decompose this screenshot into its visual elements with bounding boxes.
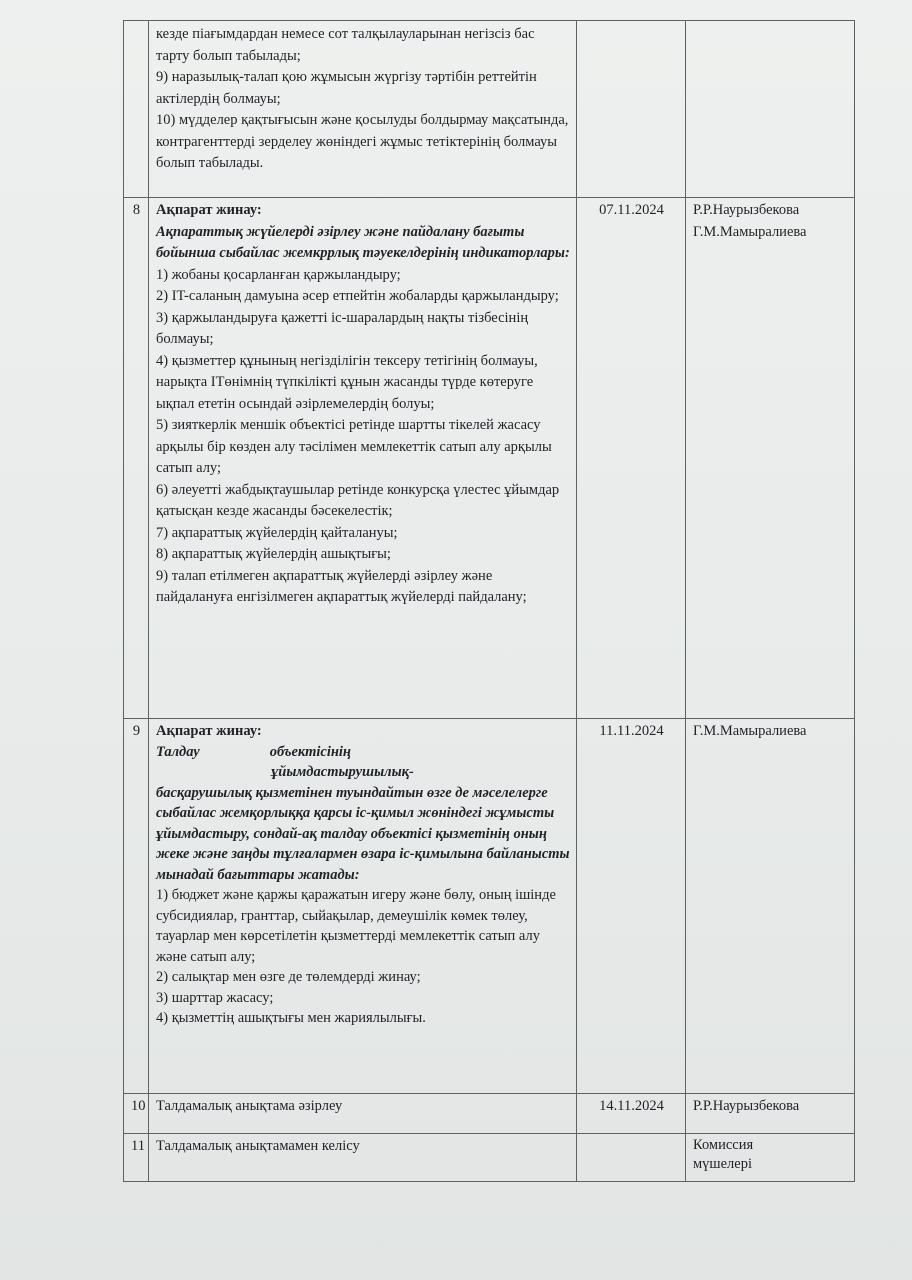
activity-line: 9) наразылық-талап қою жұмысын жүргізу тәртібін реттейтін актілердің болмауы; — [156, 69, 537, 107]
section-heading: Ақпарат жинау: — [156, 723, 262, 739]
activity-line: 1) бюджет және қаржы қаражатын игеру және бөлу, оның ішінде субсидиялар, гранттар, сыйақылар, демеушілік көмек төлеу, тауарлар мен көрсетілетін қызметтерді мемлекеттік сатып алу және сатып алу; — [156, 887, 556, 965]
activity-line: 3) шарттар жасасу; — [156, 989, 274, 1006]
date-cell: 11.11.2024 — [577, 719, 686, 1094]
activity-line: 9) талап етілмеген ақпараттық жүйелерді әзірлеу және пайдалануға енгізілмеген ақпараттық жүйелерді пайдалану; — [156, 567, 527, 605]
row-number-cell: 11 — [124, 1134, 149, 1182]
section-subheading — [156, 742, 570, 763]
row-number-cell: 10 — [124, 1094, 149, 1134]
activity-cell: Талдамалық анықтамамен келісу — [149, 1134, 577, 1182]
section-subheading: басқарушылық қызметінен туындайтын өзге де мәселелерге сыбайлас жемқорлыққа қарсы іс-қимыл жөніндегі жұмысты ұйымдастыру, сондай-ақ талдау объектісі қызметінің оның жеке және заңды тұлғалармен өзара іс-қимылына байланысты мынадай бағыттары жатады: — [156, 784, 570, 883]
table-row — [124, 198, 855, 719]
activity-line: кезде піағымдардан немесе сот талқылауларынан негізсіз бас тарту болып табылады; — [156, 26, 535, 64]
responsible-cell — [686, 198, 855, 719]
responsible-person: Комиссия — [693, 1137, 754, 1153]
work-plan-table — [123, 20, 855, 1182]
date-cell — [577, 1134, 686, 1182]
section-heading: Ақпарат жинау: — [156, 202, 262, 218]
section-subheading: Ақпараттық жүйелерді әзірлеу және пайдалану бағыты бойынша сыбайлас жемкррлық тәуекелдерінің индикаторлары: — [156, 223, 570, 261]
activity-line: 6) әлеуетті жабдықтаушылар ретінде конкурсқа үлестес ұйымдар қатысқан кезде жасанды бәсекелестік; — [156, 481, 560, 519]
responsible-person: мүшелері — [693, 1156, 752, 1172]
date-cell: 07.11.2024 — [577, 198, 686, 719]
table-row — [124, 21, 855, 198]
table-row — [124, 1094, 855, 1134]
table-row — [124, 719, 855, 1094]
responsible-cell — [686, 21, 855, 198]
activity-line: 4) қызметтер құнының негізділігін тексеру тетігінің болмауы, нарықта ITөнімнің түпкілікті құнын жасанды түрде көтеруге ықпал ететін осындай әзірлемелердің болуы; — [156, 352, 538, 412]
date-cell — [577, 21, 686, 198]
activity-line: 4) қызметтің ашықтығы мен жариялылығы. — [156, 1010, 426, 1026]
subheading-word: объектісінің — [269, 743, 351, 760]
responsible-cell — [686, 719, 855, 1094]
section-subheading: ұйымдастырушылық- — [271, 764, 414, 780]
activity-line: 8) ақпараттық жүйелердің ашықтығы; — [156, 546, 391, 562]
activity-line: 3) қаржыландыруға қажетті іс-шаралардың нақты тізбесінің болмауы; — [156, 309, 529, 347]
activity-line: 10) мүдделер қақтығысын және қосылуды болдырмау мақсатында, контрагенттерді зерделеу жөніндегі жұмыс тетіктерінің болмауы болып табылады. — [156, 112, 569, 171]
activity-cell: Талдамалық анықтама әзірлеу — [149, 1094, 577, 1134]
activity-line: 2) салықтар мен өзге де төлемдерді жинау; — [156, 969, 421, 985]
activity-line: 7) ақпараттық жүйелердің қайталануы; — [156, 524, 398, 541]
responsible-person: Г.М.Мамыралиева — [693, 723, 807, 739]
row-number-cell: 9 — [124, 719, 149, 1094]
responsible-cell — [686, 1134, 855, 1182]
activity-line: 2) IT-саланың дамуына әсер етпейтін жобаларды қаржыландыру; — [156, 288, 559, 304]
responsible-person: Р.Р.Наурызбекова — [693, 1098, 800, 1114]
responsible-person: Г.М.Мамыралиева — [693, 223, 807, 240]
responsible-person: Р.Р.Наурызбекова — [693, 202, 800, 218]
activity-cell — [149, 21, 577, 198]
row-number-cell: 8 — [124, 198, 149, 719]
table-row — [124, 1134, 855, 1182]
responsible-cell — [686, 1094, 855, 1134]
activity-line: 1) жобаны қосарланған қаржыландыру; — [156, 266, 401, 283]
activity-line: 5) зияткерлік меншік объектісі ретінде шартты тікелей жасасу арқылы бір көзден алу тәсілімен мемлекеттік сатып алу арқылы сатып алу; — [156, 417, 552, 476]
activity-cell — [149, 198, 577, 719]
activity-cell — [149, 719, 577, 1094]
date-cell: 14.11.2024 — [577, 1094, 686, 1134]
subheading-word: Талдау — [156, 743, 200, 760]
row-number-cell — [124, 21, 149, 198]
